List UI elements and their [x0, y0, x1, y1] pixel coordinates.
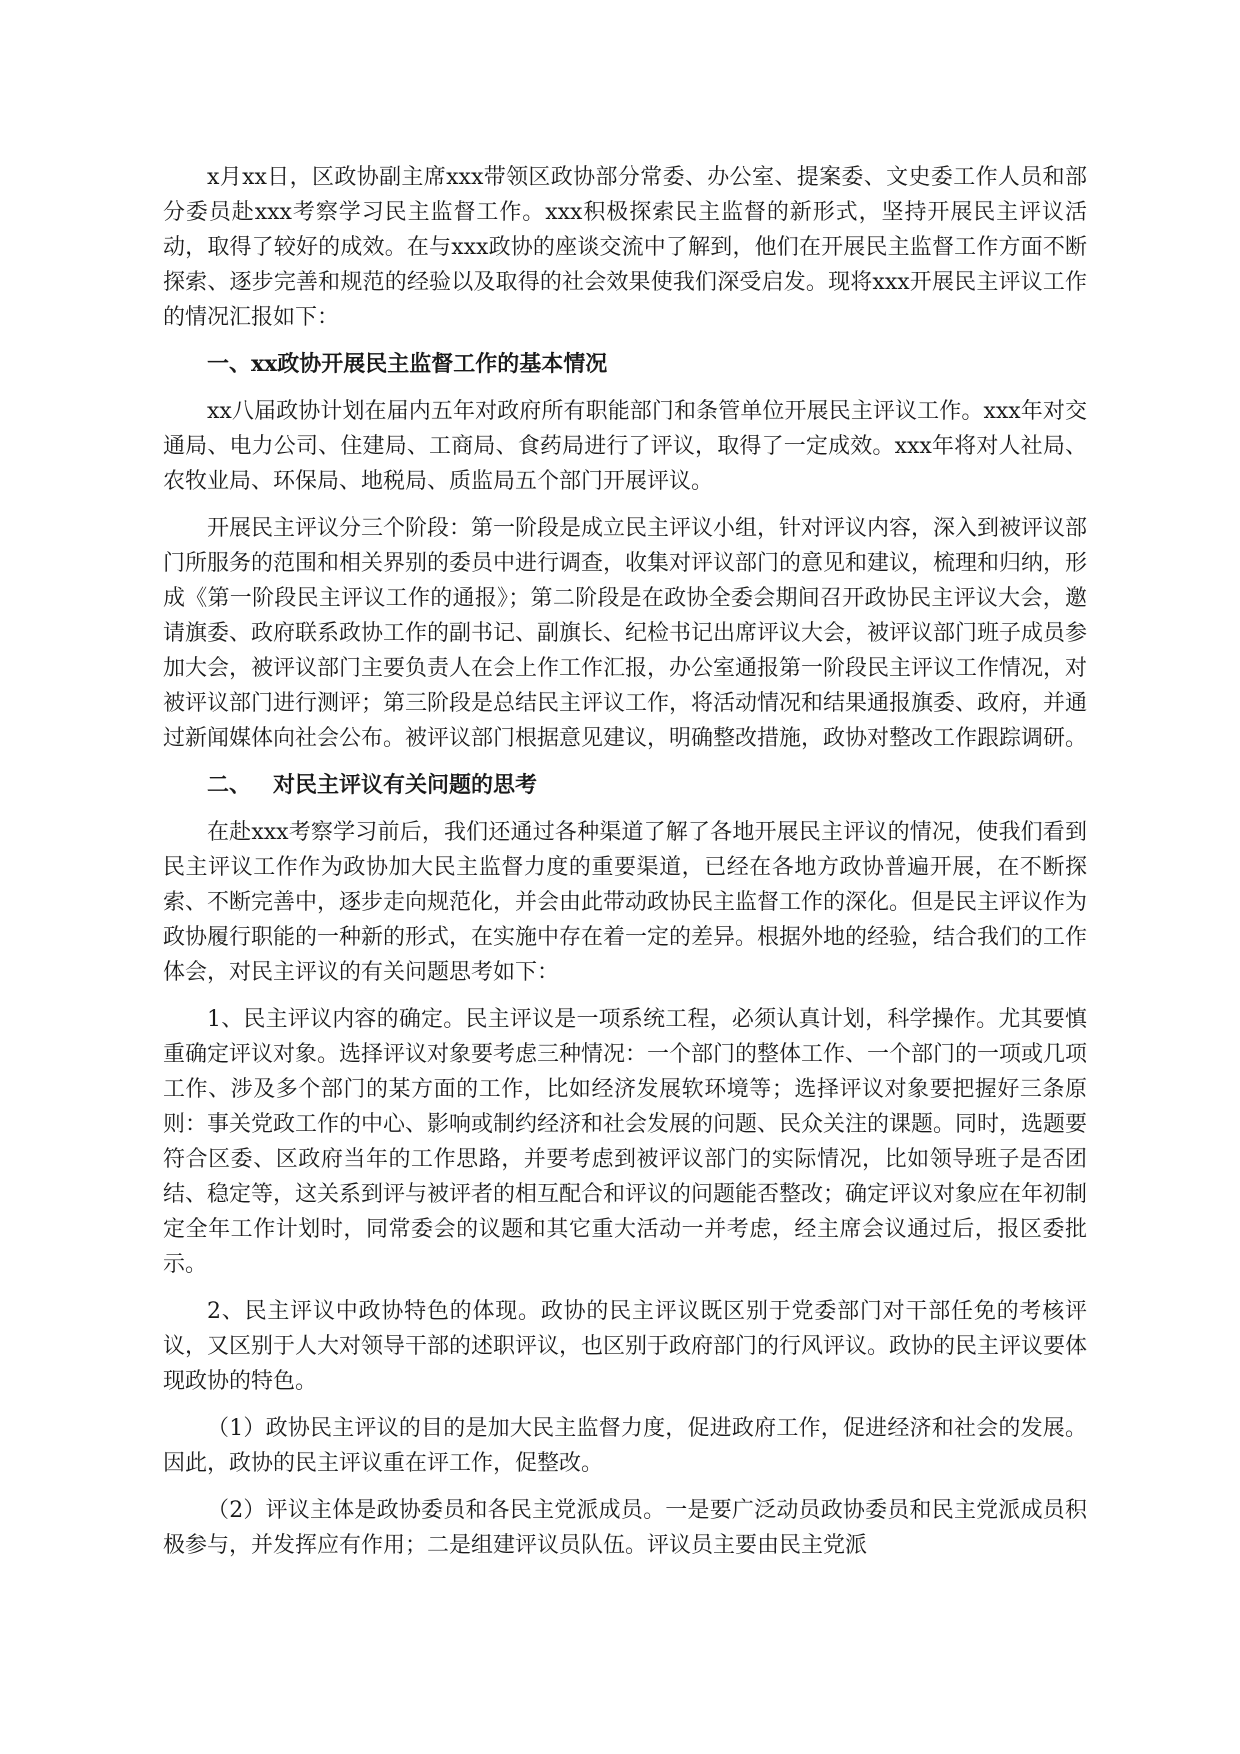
section-1-paragraph-2: 开展民主评议分三个阶段：第一阶段是成立民主评议小组，针对评议内容，深入到被评议部门所服务的范围和相关界别的委员中进行调查，收集对评议部门的意见和建议，梳理和归纳，形成《第一阶段民主评议工作的通报》；第二阶段是在政协全委会期间召开政协民主评议大会，邀请旗委、政府联系政协工作的副书记、副旗长、纪检书记出席评议大会，被评议部门班子成员参加大会，被评议部门主要负责人在会上作工作汇报，办公室通报第一阶段民主评议工作情况，对被评议部门进行测评；第三阶段是总结民主评议工作，将活动情况和结果通报旗委、政府，并通过新闻媒体向社会公布。被评议部门根据意见建议，明确整改措施，政协对整改工作跟踪调研。: [163, 516, 1088, 751]
section-2-paragraph-2: 1、民主评议内容的确定。民主评议是一项系统工程，必须认真计划，科学操作。尤其要慎重确定评议对象。选择评议对象要考虑三种情况：一个部门的整体工作、一个部门的一项或几项工作、涉及多个部门的某方面的工作，比如经济发展软环境等；选择评议对象要把握好三条原则：事关党政工作的中心、影响或制约经济和社会发展的问题、民众关注的课题。同时，选题要符合区委、区政府当年的工作思路，并要考虑到被评议部门的实际情况，比如领导班子是否团结、稳定等，这关系到评与被评者的相互配合和评议的问题能否整改；确定评议对象应在年初制定全年工作计划时，同常委会的议题和其它重大活动一并考虑，经主席会议通过后，报区委批示。: [163, 1007, 1088, 1277]
section-2-paragraph-1: 在赴xxx考察学习前后，我们还通过各种渠道了解了各地开展民主评议的情况，使我们看到民主评议工作作为政协加大民主监督力度的重要渠道，已经在各地方政协普遍开展，在不断探索、不断完善中，逐步走向规范化，并会由此带动政协民主监督工作的深化。但是民主评议作为政协履行职能的一种新的形式，在实施中存在着一定的差异。根据外地的经验，结合我们的工作体会，对民主评议的有关问题思考如下：: [163, 820, 1088, 985]
section-1-heading: 一、xx政协开展民主监督工作的基本情况: [207, 351, 608, 377]
section-2-heading-number: 二、: [207, 772, 252, 798]
section-2-heading: [163, 768, 1087, 803]
section-2-paragraph-4: （1）政协民主评议的目的是加大民主监督力度，促进政府工作，促进经济和社会的发展。因此，政协的民主评议重在评工作，促整改。: [163, 1416, 1087, 1476]
section-2-heading-text: 对民主评议有关问题的思考: [273, 772, 538, 798]
section-2-paragraph-3: 2、民主评议中政协特色的体现。政协的民主评议既区别于党委部门对干部任免的考核评议，又区别于人大对领导干部的述职评议，也区别于政府部门的行风评议。政协的民主评议要体现政协的特色。: [163, 1299, 1088, 1394]
document-page: [163, 160, 1087, 1575]
section-1-paragraph-1: xx八届政协计划在届内五年对政府所有职能部门和条管单位开展民主评议工作。xxx年对交通局、电力公司、住建局、工商局、食药局进行了评议，取得了一定成效。xxx年将对人社局、农牧业局、环保局、地税局、质监局五个部门开展评议。: [163, 399, 1087, 494]
intro-paragraph: x月xx日，区政协副主席xxx带领区政协部分常委、办公室、提案委、文史委工作人员和部分委员赴xxx考察学习民主监督工作。xxx积极探索民主监督的新形式，坚持开展民主评议活动，取得了较好的成效。在与xxx政协的座谈交流中了解到，他们在开展民主监督工作方面不断探索、逐步完善和规范的经验以及取得的社会效果使我们深受启发。现将xxx开展民主评议工作的情况汇报如下：: [163, 165, 1087, 330]
section-2-paragraph-5: （2）评议主体是政协委员和各民主党派成员。一是要广泛动员政协委员和民主党派成员积极参与，并发挥应有作用；二是组建评议员队伍。评议员主要由民主党派: [163, 1498, 1087, 1558]
